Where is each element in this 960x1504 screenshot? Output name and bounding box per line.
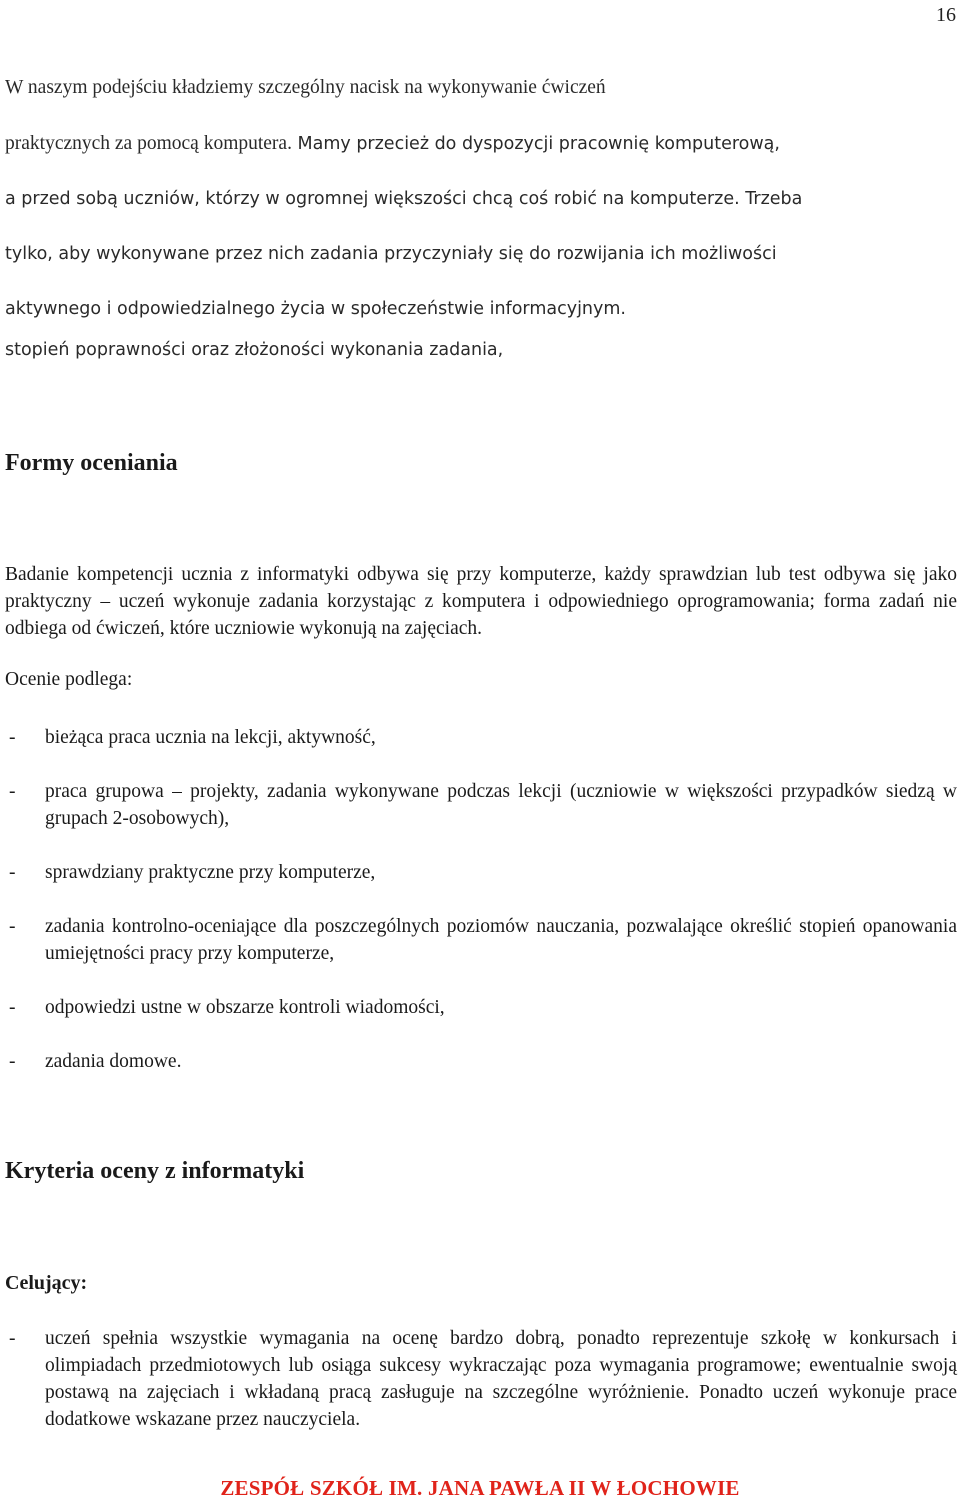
- intro-line: [5, 60, 945, 116]
- list-item-text: sprawdziany praktyczne przy komputerze,: [45, 862, 376, 883]
- list-dash: -: [9, 862, 16, 883]
- list-dash: -: [9, 997, 16, 1018]
- list-item-text: praca grupowa – projekty, zadania wykonywane podczas lekcji (uczniowie w większości przypadków siedzą w grupach 2-osobowych),: [45, 781, 957, 829]
- intro-line-text: W naszym podejściu kładziemy szczególny nacisk na wykonywanie ćwiczeń: [5, 77, 606, 98]
- section-heading-formy: Formy oceniania: [5, 450, 178, 476]
- list-item: [5, 913, 957, 967]
- list-item-text: zadania kontrolno-oceniające dla poszczególnych poziomów nauczania, pozwalające określić stopień opanowania umiejętności pracy przy komputerze,: [45, 916, 957, 964]
- list-item-text: odpowiedzi ustne w obszarze kontroli wiadomości,: [45, 997, 445, 1018]
- intro-line-text: tylko, aby wykonywane przez nich zadania przyczyniały się do rozwijania ich możliwości: [5, 244, 777, 264]
- list-item: [5, 724, 957, 751]
- list-item-text: bieżąca praca ucznia na lekcji, aktywność,: [45, 727, 376, 748]
- stopien-line: stopień poprawności oraz złożoności wykonania zadania,: [5, 340, 504, 360]
- list-item: [5, 994, 957, 1021]
- intro-line-text: aktywnego i odpowiedzialnego życia w społeczeństwie informacyjnym.: [5, 299, 626, 319]
- intro-paragraph: [5, 60, 945, 337]
- intro-line-text: Mamy przecież do dyspozycji pracownię komputerową,: [291, 134, 780, 154]
- list-item: [5, 1048, 957, 1075]
- intro-line-text: praktycznych za pomocą komputera.: [5, 133, 292, 154]
- intro-line-text: a przed sobą uczniów, którzy w ogromnej większości chcą coś robić na komputerze.: [5, 189, 740, 209]
- list-item: [5, 859, 957, 886]
- formy-paragraph: Badanie kompetencji ucznia z informatyki odbywa się przy komputerze, każdy sprawdzian lub test odbywa się jako praktyczny – uczeń wykonuje zadania korzystając z komputera i odpowiedniego oprogramowania; forma zadań nie odbiega od ćwiczeń, które uczniowie wykonują na zajęciach.: [5, 564, 957, 639]
- intro-line-text: Trzeba: [739, 189, 803, 209]
- intro-line: [5, 227, 945, 282]
- list-dash: -: [9, 916, 16, 937]
- school-footer: ZESPÓŁ SZKÓŁ IM. JANA PAWŁA II W ŁOCHOWIE: [220, 1476, 740, 1500]
- intro-line: [5, 282, 945, 337]
- page-number: 16: [936, 4, 956, 26]
- ocenie-podlega-label: Ocenie podlega:: [5, 669, 133, 690]
- intro-line: [5, 172, 945, 227]
- list-dash: -: [9, 1051, 16, 1072]
- list-dash: -: [9, 727, 16, 748]
- list-dash: -: [9, 1328, 16, 1349]
- list-item: [5, 778, 957, 832]
- celujacy-label: Celujący:: [5, 1272, 88, 1294]
- section-heading-kryteria: Kryteria oceny z informatyki: [5, 1158, 305, 1184]
- intro-line: [5, 116, 945, 172]
- list-dash: -: [9, 781, 16, 802]
- list-item-text: uczeń spełnia wszystkie wymagania na ocenę bardzo dobrą, ponadto reprezentuje szkołę w konkursach i olimpiadach przedmiotowych lub osiąga sukcesy wykraczając poza wymagania programowe; ewentualnie swoją postawą na zajęciach i wkładaną pracą zasługuje na szczególne wyróżnienie. Ponadto uczeń wykonuje prace dodatkowe wskazane przez nauczyciela.: [45, 1328, 957, 1430]
- list-item-text: zadania domowe.: [45, 1051, 182, 1072]
- list-item: [5, 1325, 957, 1433]
